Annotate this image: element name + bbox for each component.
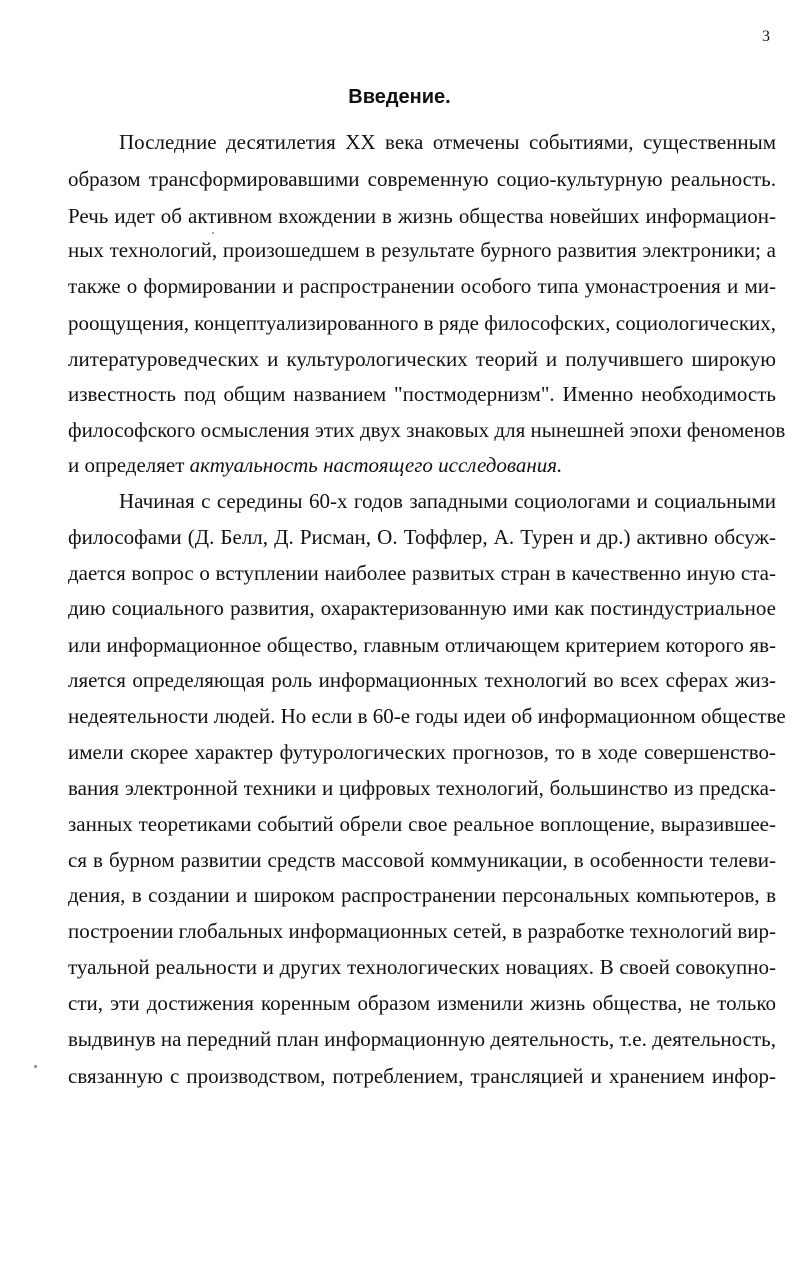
paragraph-1-line: Последние десятилетия XX века отмечены событиями, существенным [119, 130, 776, 154]
paragraph-2-line: Начиная с середины 60-х годов западными социологами и социальными [119, 489, 776, 513]
paragraph-2-line: недеятельности людей. Но если в 60-е годы идеи об информационном обществе [68, 704, 786, 728]
paragraph-2-line: построении глобальных информационных сетей, в разработке технологий вир- [68, 919, 776, 943]
paragraph-2-line: или информационное общество, главным отличающем критерием которого яв- [68, 633, 776, 657]
page-number: 3 [762, 28, 770, 45]
paragraph-1-last-line [68, 451, 776, 479]
paragraph-2-line: связанную с производством, потреблением, трансляцией и хранением инфор- [68, 1064, 776, 1088]
page-title: Введение. [348, 86, 451, 108]
paragraph-2-line: ляется определяющая роль информационных технологий во всех сферах жиз- [68, 668, 776, 692]
paragraph-1-line: литературоведческих и культурологических теорий и получившего широкую [68, 347, 776, 371]
paragraph-2-line: туальной реальности и других технологических новациях. В своей совокупно- [68, 955, 776, 979]
paragraph-1-line: ных технологий, произошедшем в результате бурного развития электроники; а [68, 238, 776, 262]
paragraph-2-line: занных теоретиками событий обрели свое реальное воплощение, выразившее- [68, 812, 776, 836]
scan-speck [34, 1065, 37, 1068]
paragraph-2-line: философами (Д. Белл, Д. Рисман, О. Тоффлер, А. Турен и др.) активно обсуж- [68, 525, 776, 549]
scan-speck [212, 232, 214, 234]
paragraph-2-line: дается вопрос о вступлении наиболее развитых стран в качественно иную ста- [68, 561, 776, 585]
paragraph-1-line: образом трансформировавшими современную социо-культурную реальность. [68, 167, 776, 191]
paragraph-1-line: Речь идет об активном вхождении в жизнь общества новейших информацион- [68, 204, 776, 228]
paragraph-2-line: выдвинув на передний план информационную деятельность, т.е. деятельность, [68, 1027, 776, 1051]
paragraph-2-line: сти, эти достижения коренным образом изменили жизнь общества, не только [68, 991, 776, 1015]
paragraph-1-line: известность под общим названием "постмодернизм". Именно необходимость [68, 382, 776, 406]
last-line-prefix: и определяет [68, 453, 190, 477]
paragraph-2-line: ся в бурном развитии средств массовой коммуникации, в особенности телеви- [68, 848, 776, 872]
paragraph-1-line: роощущения, концептуализированного в ряде философских, социологических, [68, 311, 777, 335]
paragraph-2-line: дию социального развития, охарактеризованную ими как постиндустриальное [68, 596, 776, 620]
paragraph-2-line: вания электронной техники и цифровых технологий, большинство из предска- [68, 776, 776, 800]
emphasis-text: актуальность настоящего исследования. [189, 453, 563, 477]
paragraph-2-line: имели скорее характер футурологических прогнозов, то в ходе совершенство- [68, 740, 776, 764]
paragraph-2-line: дения, в создании и широком распространении персональных компьютеров, в [68, 883, 776, 907]
paragraph-1-line: также о формировании и распространении особого типа умонастроения и ми- [68, 274, 776, 298]
paragraph-1-line: философского осмысления этих двух знаковых для нынешней эпохи феноменов [68, 418, 786, 442]
